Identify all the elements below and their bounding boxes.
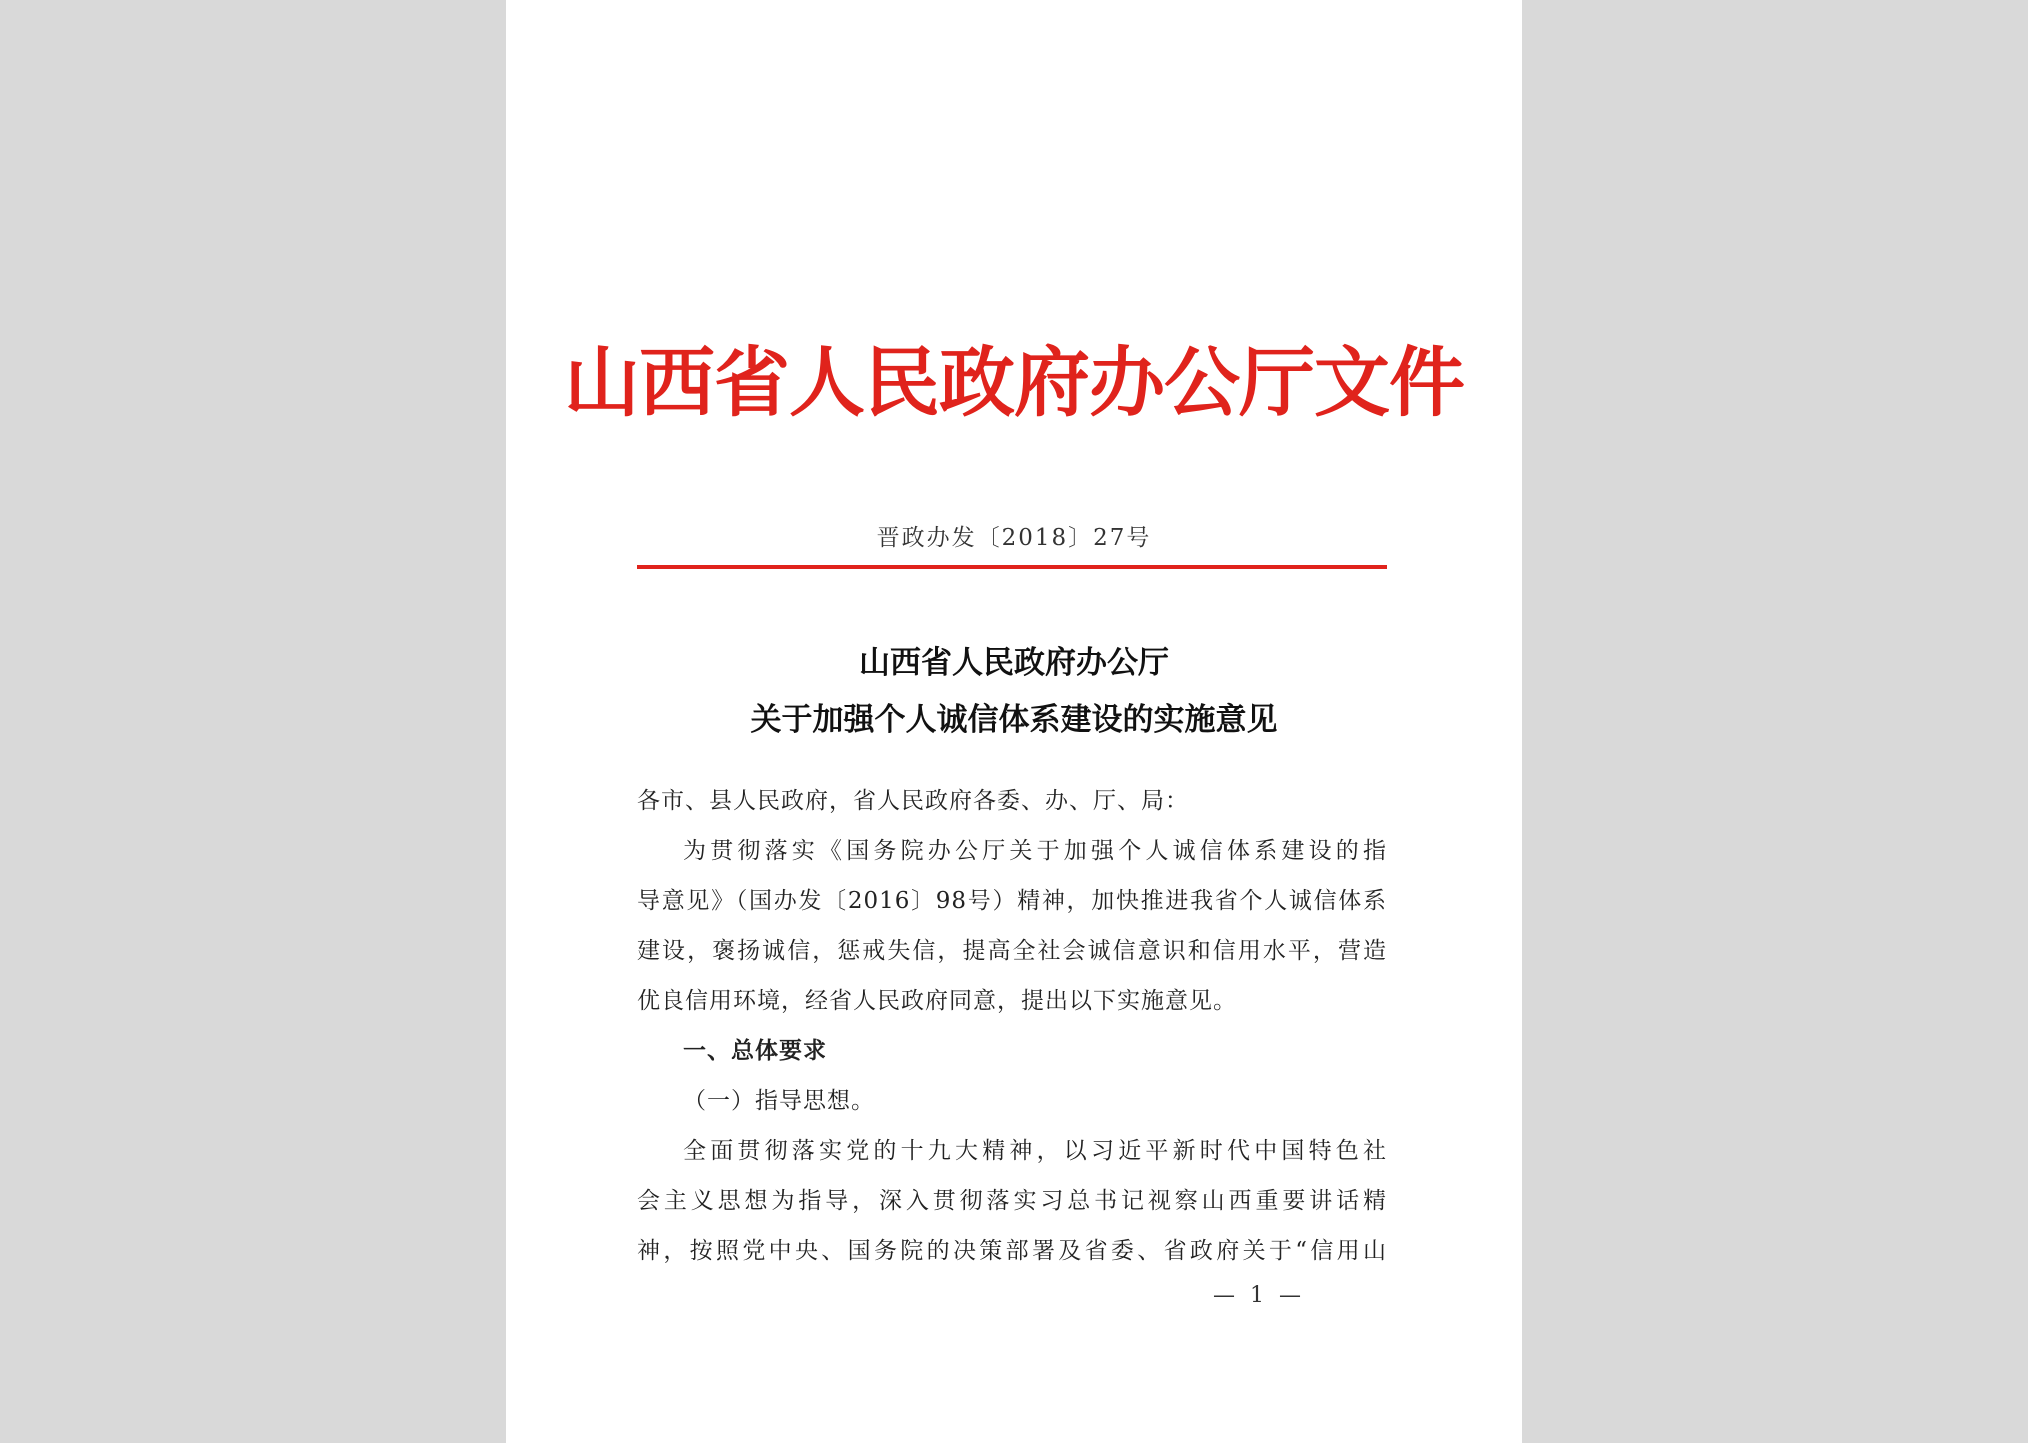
title-line-1: 山西省人民政府办公厅 [859, 645, 1169, 681]
intro-line-4: 优良信用环境，经省人民政府同意，提出以下实施意见。 [637, 988, 1237, 1014]
addressee: 各市、县人民政府，省人民政府各委、办、厅、局： [637, 788, 1189, 814]
intro-line-1: 为贯彻落实《国务院办公厅关于加强个人诚信体系建设的指 [683, 838, 1387, 864]
guiding-line-1: 全面贯彻落实党的十九大精神，以习近平新时代中国特色社 [683, 1138, 1387, 1164]
guiding-line-3: 神，按照党中央、国务院的决策部署及省委、省政府关于“信用山 [637, 1238, 1387, 1264]
page-number: — 1 — [1213, 1283, 1305, 1308]
document-page [506, 0, 1522, 1443]
document-body [637, 776, 1387, 1276]
red-separator-line [637, 565, 1387, 569]
guiding-line-2: 会主义思想为指导，深入贯彻落实习总书记视察山西重要讲话精 [637, 1188, 1387, 1214]
document-title [506, 635, 1522, 749]
subsection-heading: （一）指导思想。 [683, 1088, 875, 1114]
document-header: 山西省人民政府办公厅文件 [564, 338, 1464, 427]
title-line-2: 关于加强个人诚信体系建设的实施意见 [750, 702, 1278, 738]
section-heading: 一、总体要求 [683, 1038, 827, 1064]
intro-line-3: 建设，褒扬诚信，惩戒失信，提高全社会诚信意识和信用水平，营造 [637, 938, 1387, 964]
document-number: 晋政办发〔2018〕27号 [876, 525, 1152, 551]
intro-line-2: 导意见》（国办发〔2016〕98号）精神，加快推进我省个人诚信体系 [637, 888, 1387, 914]
